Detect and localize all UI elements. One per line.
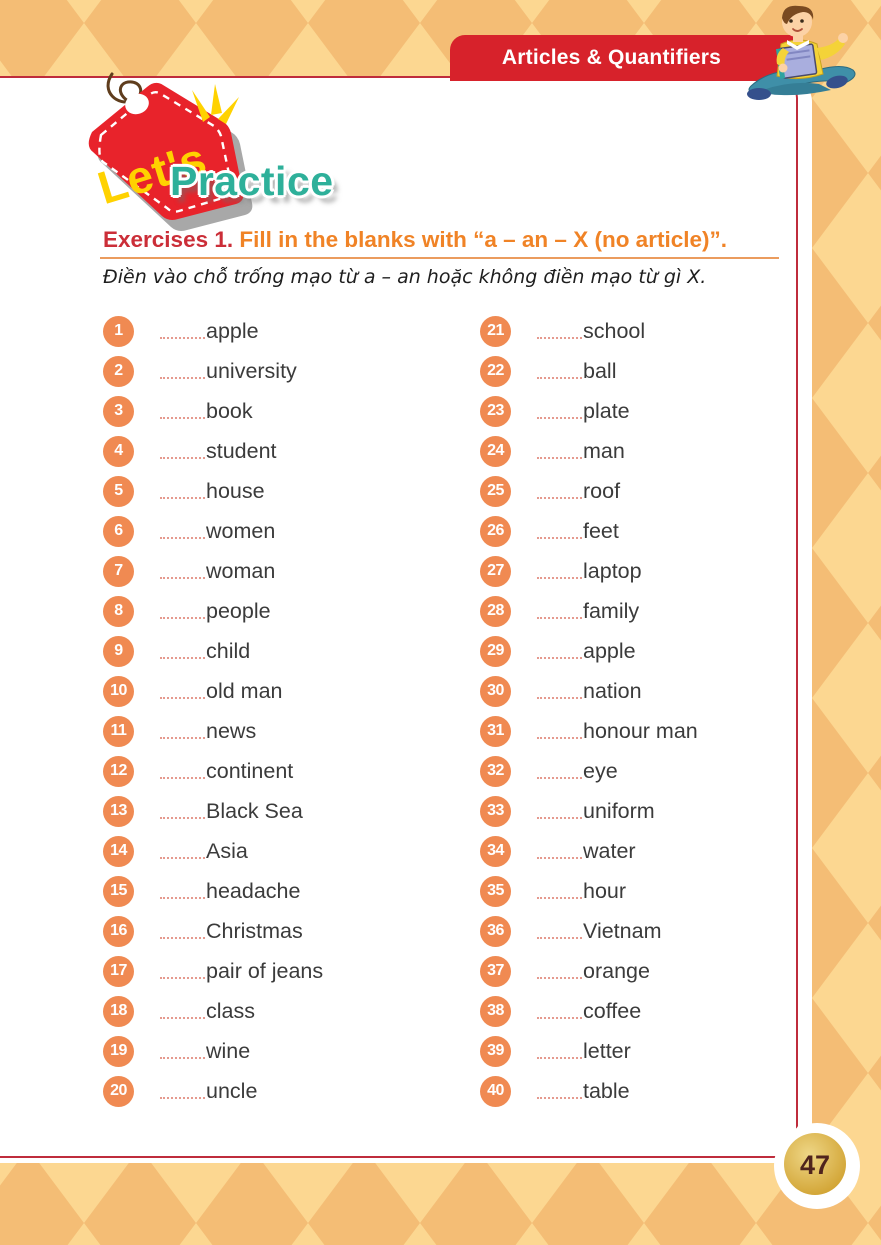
item-number-badge: 27 — [480, 556, 511, 587]
item-word: child — [206, 638, 251, 663]
item-word: headache — [206, 878, 301, 903]
dotted-blank — [160, 444, 205, 459]
item-word: nation — [583, 678, 642, 703]
exercise-item — [480, 951, 698, 991]
item-number-badge: 34 — [480, 836, 511, 867]
exercise-item — [103, 911, 323, 951]
exercise-item — [103, 791, 323, 831]
exercise-item — [480, 871, 698, 911]
exercise-item — [480, 391, 698, 431]
dotted-blank — [537, 644, 582, 659]
dotted-blank — [537, 804, 582, 819]
exercise-item — [103, 351, 323, 391]
exercise-item — [103, 951, 323, 991]
item-word: apple — [206, 318, 259, 343]
item-number-badge: 3 — [103, 396, 134, 427]
item-word: old man — [206, 678, 283, 703]
dotted-blank — [160, 564, 205, 579]
exercise-item — [103, 631, 323, 671]
dotted-blank — [537, 324, 582, 339]
dotted-blank — [160, 684, 205, 699]
item-number-badge: 22 — [480, 356, 511, 387]
exercise-item — [103, 831, 323, 871]
boy-reading-illustration — [733, 2, 867, 106]
exercise-item — [480, 1031, 698, 1071]
exercise-item — [103, 551, 323, 591]
item-number-badge: 2 — [103, 356, 134, 387]
dotted-blank — [537, 524, 582, 539]
item-word: roof — [583, 478, 621, 503]
items-column-left — [103, 311, 323, 1111]
item-word: plate — [583, 398, 630, 423]
item-word: apple — [583, 638, 636, 663]
item-number-badge: 40 — [480, 1076, 511, 1107]
exercise-item — [480, 431, 698, 471]
exercise-item — [480, 831, 698, 871]
dotted-blank — [160, 604, 205, 619]
item-word: water — [583, 838, 636, 863]
dotted-blank — [160, 724, 205, 739]
item-word: coffee — [583, 998, 642, 1023]
exercise-item — [480, 551, 698, 591]
item-word: orange — [583, 958, 650, 983]
dotted-blank — [537, 1004, 582, 1019]
dotted-blank — [537, 484, 582, 499]
item-word: student — [206, 438, 277, 463]
dotted-blank — [537, 564, 582, 579]
page-number: 47 — [799, 1150, 831, 1180]
items-column-right — [480, 311, 698, 1111]
dotted-blank — [160, 404, 205, 419]
item-number-badge: 37 — [480, 956, 511, 987]
item-number-badge: 14 — [103, 836, 134, 867]
exercise-item — [480, 351, 698, 391]
exercise-item — [480, 991, 698, 1031]
exercise-item — [480, 511, 698, 551]
dotted-blank — [537, 724, 582, 739]
item-word: eye — [583, 758, 618, 783]
page-number-badge — [765, 1114, 869, 1214]
exercise-item — [480, 911, 698, 951]
item-number-badge: 16 — [103, 916, 134, 947]
item-number-badge: 25 — [480, 476, 511, 507]
item-number-badge: 17 — [103, 956, 134, 987]
dotted-blank — [537, 964, 582, 979]
item-word: Vietnam — [583, 918, 662, 943]
item-word: house — [206, 478, 265, 503]
item-word: Asia — [206, 838, 248, 863]
item-number-badge: 4 — [103, 436, 134, 467]
item-number-badge: 15 — [103, 876, 134, 907]
item-number-badge: 5 — [103, 476, 134, 507]
dotted-blank — [160, 884, 205, 899]
exercise-item — [103, 991, 323, 1031]
dotted-blank — [160, 804, 205, 819]
exercise-item — [103, 1071, 323, 1111]
item-word: Black Sea — [206, 798, 303, 823]
item-number-badge: 12 — [103, 756, 134, 787]
item-number-badge: 11 — [103, 716, 134, 747]
item-number-badge: 32 — [480, 756, 511, 787]
item-word: uniform — [583, 798, 655, 823]
item-number-badge: 39 — [480, 1036, 511, 1067]
dotted-blank — [537, 1044, 582, 1059]
item-number-badge: 21 — [480, 316, 511, 347]
dotted-blank — [160, 1004, 205, 1019]
item-word: continent — [206, 758, 294, 783]
item-number-badge: 13 — [103, 796, 134, 827]
exercise-item — [103, 671, 323, 711]
badge-word-lets: Let's — [91, 131, 213, 215]
exercise-item — [103, 1031, 323, 1071]
item-number-badge: 38 — [480, 996, 511, 1027]
exercise-item — [103, 311, 323, 351]
exercise-instruction-en: Fill in the blanks with “a – an – X (no article)”. — [233, 227, 727, 252]
exercise-item — [480, 791, 698, 831]
exercise-item — [480, 751, 698, 791]
item-word: feet — [583, 518, 619, 543]
exercise-item — [480, 471, 698, 511]
exercise-label: Exercises 1. — [103, 227, 234, 252]
item-word: class — [206, 998, 255, 1023]
item-number-badge: 28 — [480, 596, 511, 627]
exercise-item — [480, 1071, 698, 1111]
item-number-badge: 9 — [103, 636, 134, 667]
dotted-blank — [537, 844, 582, 859]
dotted-blank — [537, 444, 582, 459]
item-word: ball — [583, 358, 617, 383]
item-word: news — [206, 718, 257, 743]
item-number-badge: 7 — [103, 556, 134, 587]
item-number-badge: 31 — [480, 716, 511, 747]
exercise-item — [103, 751, 323, 791]
exercise-item — [103, 871, 323, 911]
dotted-blank — [160, 964, 205, 979]
exercise-item — [480, 671, 698, 711]
exercise-item — [480, 711, 698, 751]
dotted-blank — [160, 924, 205, 939]
item-number-badge: 26 — [480, 516, 511, 547]
dotted-blank — [160, 364, 205, 379]
item-word: book — [206, 398, 253, 423]
item-word: women — [206, 518, 276, 543]
item-word: school — [583, 318, 646, 343]
dotted-blank — [160, 644, 205, 659]
item-number-badge: 30 — [480, 676, 511, 707]
exercise-item — [103, 591, 323, 631]
dotted-blank — [160, 324, 205, 339]
dotted-blank — [537, 404, 582, 419]
exercise-item — [103, 711, 323, 751]
item-word: university — [206, 358, 297, 383]
dotted-blank — [537, 884, 582, 899]
item-number-badge: 6 — [103, 516, 134, 547]
item-word: uncle — [206, 1078, 258, 1103]
dotted-blank — [537, 364, 582, 379]
dotted-blank — [160, 524, 205, 539]
exercise-item — [480, 591, 698, 631]
item-word: hour — [583, 878, 627, 903]
dotted-blank — [160, 844, 205, 859]
dotted-blank — [160, 484, 205, 499]
item-number-badge: 29 — [480, 636, 511, 667]
dotted-blank — [537, 684, 582, 699]
item-number-badge: 36 — [480, 916, 511, 947]
dotted-blank — [537, 1084, 582, 1099]
item-word: laptop — [583, 558, 642, 583]
item-number-badge: 23 — [480, 396, 511, 427]
item-number-badge: 18 — [103, 996, 134, 1027]
item-number-badge: 1 — [103, 316, 134, 347]
exercise-item — [103, 511, 323, 551]
dotted-blank — [537, 924, 582, 939]
dotted-blank — [160, 1084, 205, 1099]
item-word: letter — [583, 1038, 631, 1063]
item-number-badge: 24 — [480, 436, 511, 467]
item-word: people — [206, 598, 271, 623]
item-number-badge: 19 — [103, 1036, 134, 1067]
dotted-blank — [537, 764, 582, 779]
item-number-badge: 33 — [480, 796, 511, 827]
item-word: man — [583, 438, 625, 463]
item-word: Christmas — [206, 918, 303, 943]
item-word: wine — [206, 1038, 251, 1063]
exercise-item — [103, 471, 323, 511]
exercise-item — [480, 631, 698, 671]
item-word: woman — [206, 558, 276, 583]
item-word: honour man — [583, 718, 698, 743]
item-word: table — [583, 1078, 630, 1103]
exercise-item — [480, 311, 698, 351]
exercise-item — [103, 431, 323, 471]
item-word: pair of jeans — [206, 958, 324, 983]
item-number-badge: 35 — [480, 876, 511, 907]
item-number-badge: 10 — [103, 676, 134, 707]
dotted-blank — [537, 604, 582, 619]
dotted-blank — [160, 1044, 205, 1059]
item-number-badge: 8 — [103, 596, 134, 627]
chapter-title: Articles & Quantifiers — [501, 46, 722, 69]
exercise-instruction-vi: Điền vào chỗ trống mạo từ a – an hoặc không điền mạo từ gì X. — [103, 266, 707, 288]
heading-rule — [100, 257, 779, 259]
item-number-badge: 20 — [103, 1076, 134, 1107]
badge-word-practice: Practice — [170, 158, 334, 204]
exercise-item — [103, 391, 323, 431]
dotted-blank — [160, 764, 205, 779]
item-word: family — [583, 598, 640, 623]
